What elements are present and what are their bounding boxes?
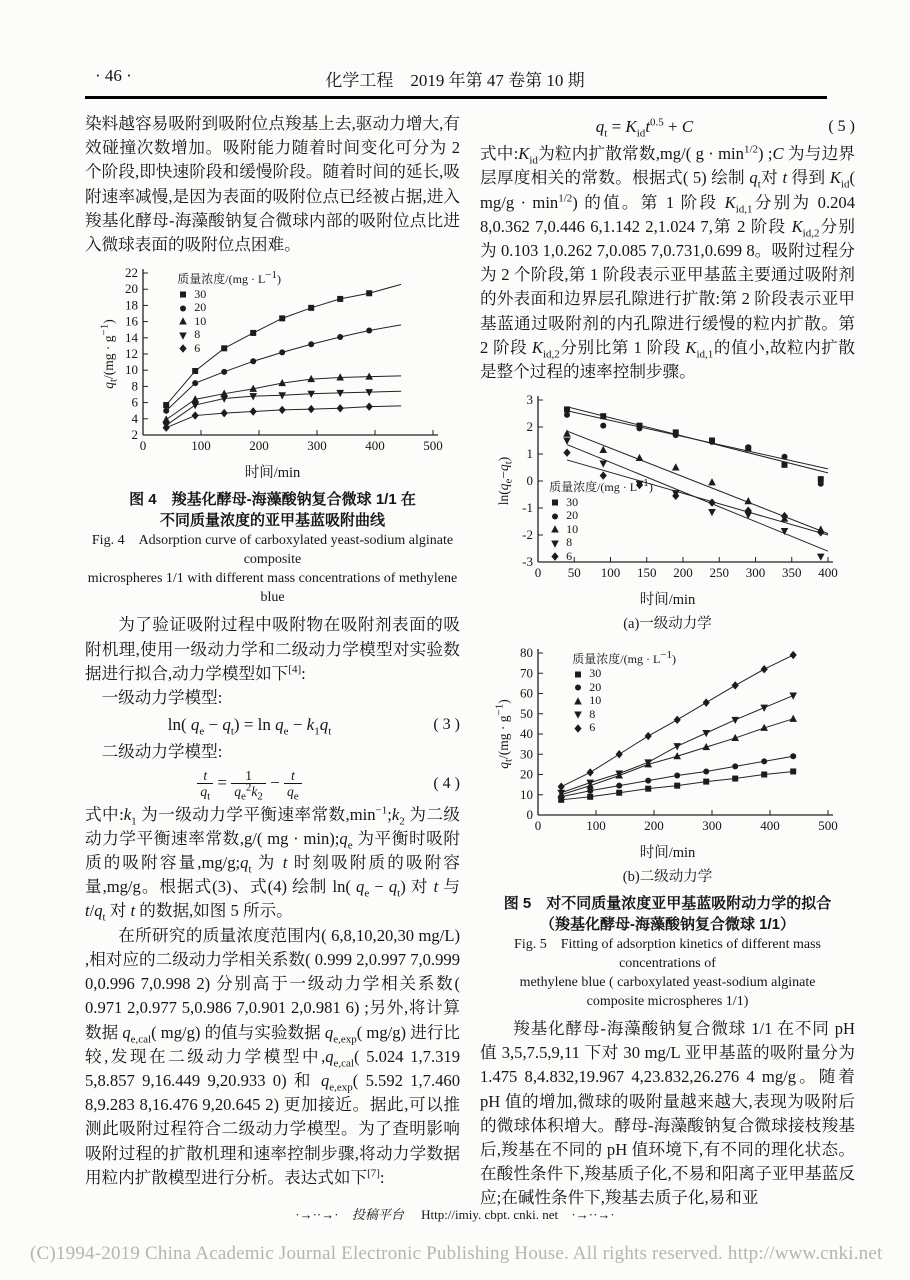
legend-item-label: 8 (194, 327, 201, 342)
figure-5-caption-en-line1: Fig. 5 Fitting of adsorption kinetics of different mass concentrations of (514, 937, 821, 972)
svg-text:350: 350 (781, 565, 801, 581)
svg-text:0: 0 (139, 438, 146, 454)
figure-4-caption-cn-line1: 图 4 羧基化酵母-海藻酸钠复合微球 1/1 在 (129, 491, 416, 509)
svg-text:30: 30 (519, 745, 533, 761)
equation-5-body: $q_t = K_{id}t^{0.5} + C$ (595, 116, 694, 140)
svg-text:300: 300 (701, 817, 722, 833)
svg-text:6: 6 (131, 394, 138, 410)
svg-text:100: 100 (585, 817, 606, 833)
subplot-caption: (a)一级动力学 (623, 616, 712, 633)
diamond-marker-icon (572, 722, 584, 734)
square-marker-icon (572, 668, 584, 680)
legend-item-label: 30 (589, 666, 602, 681)
legend-item-label: 20 (194, 300, 207, 315)
paragraph-adsorption-stages: 染料越容易吸附到吸附位点羧基上去,驱动力增大,有效碰撞次数增加。吸附能力随着时间变化可分为 2 个阶段,即快速阶段和缓慢阶段。随着时间的延长,吸附速率减慢,是因为表面的吸附位点已经被占据,进入羧基化酵母-海藻酸钠复合微球内部的吸附位点比进入微球表面的吸附位点困难。 (85, 114, 460, 255)
svg-text:80: 80 (519, 644, 533, 660)
svg-text:1: 1 (526, 446, 533, 462)
figure-4-caption-cn-line2: 不同质量浓度的亚甲基蓝吸附曲线 (159, 512, 385, 530)
legend-item (177, 315, 281, 329)
legend-title: 质量浓度$/(mg \cdot L^{-1})$ (572, 648, 677, 666)
legend-item-label: 10 (194, 313, 207, 328)
tri-up-marker-icon (177, 315, 189, 327)
svg-text:0: 0 (526, 806, 533, 822)
chart-legend (572, 648, 677, 735)
figure-4-caption (85, 489, 460, 607)
svg-text:400: 400 (817, 565, 838, 581)
x-axis-label: 时间/min (639, 844, 696, 861)
svg-text:500: 500 (422, 438, 443, 454)
y-axis-label: $q_t/(mg \cdot g^{-1})$ (97, 319, 120, 389)
figure-5-caption-en-line2: methylene blue ( carboxylated yeast-sodium alginate (519, 975, 816, 991)
figure-4 (85, 265, 460, 607)
equation-4-body: $\frac{t}{q_t}$ = $\frac{1}{q_e^2k_2}$ − $\frac{t}{q_e}$ (85, 768, 414, 800)
copyright-line: (C)1994-2019 China Academic Journal Electronic Publishing House. All rights reserved. http://www.cnki.net (30, 1243, 883, 1264)
legend-item (572, 667, 676, 681)
svg-text:500: 500 (817, 817, 838, 833)
equation-3-number: ( 3 ) (433, 716, 460, 734)
svg-text:400: 400 (759, 817, 780, 833)
figure-4-caption-en-line1: Fig. 4 Adsorption curve of carboxylated yeast-sodium alginate composite (91, 533, 454, 568)
figure-5a-chart (492, 392, 844, 590)
left-column (85, 112, 460, 1211)
equation-5 (480, 115, 855, 139)
tri-up-marker-icon (572, 695, 584, 707)
svg-text:22: 22 (124, 265, 138, 281)
svg-text:40: 40 (519, 725, 533, 741)
legend-item (177, 342, 281, 356)
svg-text:14: 14 (124, 330, 138, 346)
y-axis-label: $\ln(q_e-q_t)$ (495, 456, 515, 506)
equation-3 (85, 713, 460, 737)
square-marker-icon (177, 288, 189, 300)
svg-text:150: 150 (636, 565, 656, 581)
figure-5a (480, 392, 855, 636)
legend-item (572, 694, 676, 708)
svg-text:20: 20 (124, 281, 138, 297)
svg-text:2: 2 (526, 419, 533, 435)
svg-text:100: 100 (190, 438, 211, 454)
svg-text:300: 300 (745, 565, 765, 581)
legend-item-label: 6 (194, 340, 201, 355)
svg-text:10: 10 (124, 362, 138, 378)
subplot-caption: (b)二级动力学 (622, 868, 713, 885)
svg-text:200: 200 (643, 817, 664, 833)
chart-legend (177, 269, 282, 355)
legend-item (572, 681, 676, 695)
diamond-marker-icon (549, 550, 561, 562)
figure-5b (480, 645, 855, 889)
figure-5b-chart (492, 645, 844, 843)
svg-text:200: 200 (248, 438, 269, 454)
legend-item (177, 328, 281, 342)
equation-5-number: ( 5 ) (828, 118, 855, 135)
svg-text:400: 400 (364, 438, 385, 454)
legend-item (549, 509, 653, 523)
tri-down-marker-icon (572, 708, 584, 720)
svg-text:-2: -2 (521, 527, 533, 543)
legend-title: 质量浓度$/(mg \cdot L^{-1})$ (549, 477, 653, 495)
paragraph-kinetic-models-intro: 为了验证吸附过程中吸附物在吸附剂表面的吸附机理,使用一级动力学和二级动力学模型对实验数据进行拟合,动力学模型如下[4]: (85, 615, 460, 683)
legend-item-label: 8 (589, 706, 596, 721)
first-order-model-label: 一级动力学模型: (101, 688, 223, 708)
tri-down-marker-icon (549, 537, 561, 549)
figure-5-caption-en-line3: composite microspheres 1/1) (586, 994, 749, 1010)
diamond-marker-icon (177, 342, 189, 354)
footer-decor-left: ·→··→· (295, 1207, 339, 1222)
content-columns (85, 112, 855, 1211)
svg-text:-1: -1 (521, 500, 533, 516)
svg-text:2: 2 (131, 427, 138, 443)
svg-text:4: 4 (131, 411, 138, 427)
legend-item-label: 30 (566, 494, 579, 509)
equation-3-body: ln( $q_e - q_t) = \ln q_e - k_1q_t$ (167, 715, 332, 738)
svg-text:100: 100 (600, 565, 620, 581)
legend-item-label: 20 (566, 508, 579, 523)
equation-4-number: ( 4 ) (433, 774, 460, 792)
tri-up-marker-icon (549, 523, 561, 535)
header-divider (85, 96, 827, 99)
x-axis-label: 时间/min (639, 592, 696, 609)
svg-text:0: 0 (526, 473, 533, 489)
svg-text:300: 300 (306, 438, 327, 454)
equation-4 (85, 767, 460, 803)
right-column (480, 112, 855, 1211)
legend-item-label: 20 (589, 679, 602, 694)
svg-text:50: 50 (519, 705, 533, 721)
legend-item (549, 496, 653, 510)
paragraph-intraparticle-diffusion: 式中$:K_{id}$为粒内扩散常数,mg/( $g \cdot \min^{1/2}$) ;C 为与边界层厚度相关的常数。根据式( 5) 绘制 $q_t$对 t 得到 $K_{id}$( $mg/g \cdot \min^{1/2}$) 的值。第 1 阶段 $K_{id,1}$分别为 0.204 8,0.362 7,0.446 6,1.142 2,1.024 7,第 2 阶段 $K_{id,2}$分别为 0.103 1,0.262 7,0.085 7,0.731,0.699 8。吸附过程分为 2 个阶段,第 1 阶段表示亚甲基蓝主要通过吸附剂的外表面和边界层孔隙进行扩散:第 2 阶段表示亚甲基蓝通过吸附剂的内孔隙进行缓慢的粒内扩散。第 2 阶段 $K_{id,2}$分别比第 1 阶段 $K_{id,1}$的值小,故粒内扩散是整个过程的速率控制步骤。 (480, 143, 856, 382)
paragraph-model-symbols: 式中$:k_1$ 为一级动力学平衡速率常数$,\min^{-1};k_2$ 为二级动力学平衡速率常数,g/( mg · $\min);q_e$ 为平衡时吸附质的吸附容量$,mg/g;q_t$ 为 t 时刻吸附质的吸附容量,mg/g。根据式(3)、式(4) 绘制 ln( $q_e - q_t$) 对 t 与 $t/q_t$ 对 t 的数据,如图 5 所示。 (85, 804, 461, 924)
legend-item (177, 301, 281, 315)
svg-text:12: 12 (124, 346, 138, 362)
svg-text:70: 70 (519, 664, 533, 680)
legend-item (572, 708, 676, 722)
tri-down-marker-icon (177, 329, 189, 341)
circle-marker-icon (177, 302, 189, 314)
svg-text:250: 250 (709, 565, 729, 581)
svg-text:3: 3 (526, 392, 533, 408)
submission-platform-line (0, 1204, 910, 1223)
second-order-model-label: 二级动力学模型: (101, 742, 223, 762)
figure-5-caption (480, 893, 855, 1011)
legend-item-label: 8 (566, 535, 573, 550)
x-axis-label: 时间/min (244, 465, 301, 482)
paragraph-correlation-results: 在所研究的质量浓度范围内( 6,8,10,20,30 mg/L) ,相对应的二级动力学相关系数( 0.999 2,0.997 7,0.999 0,0.996 7,0.998 2) 分别高于一级动力学相关系数( 0.971 2,0.977 5,0.986 7,0.901 2,0.981 6) ;另外,将计算数据 $q_{e,cal}$( mg/g) 的值与实验数据 $q_{e,exp}$( mg/g) 进行比较,发现在二级动力学模型中$,q_{e,cal}$( 5.024 1,7.319 5,8.857 9,16.449 9,20.933 0) 和 $q_{e,exp}$( 5.592 1,7.460 8,9.283 8,16.476 9,20.645 2) 更加接近。据此,可以推测此吸附过程符合二级动力学模型。为了查明影响吸附过程的扩散机理和速率控制步骤,将动力学数据用粒内扩散模型进行分析。表达式如下[7]: (85, 925, 460, 1187)
svg-text:200: 200 (672, 565, 693, 581)
y-axis-label: $q_t/(mg \cdot g^{-1})$ (492, 698, 515, 769)
legend-item-label: 6 (566, 548, 573, 563)
svg-text:0: 0 (534, 565, 541, 581)
square-marker-icon (549, 496, 561, 508)
legend-title: 质量浓度$/(mg \cdot L^{-1})$ (177, 269, 282, 287)
svg-text:60: 60 (519, 685, 533, 701)
paragraph-ph-effect: 羧基化酵母-海藻酸钠复合微球 1/1 在不同 pH 值 3,5,7.5,9,11 下对 30 mg/L 亚甲基蓝的吸附量分为 1.475 8,4.832,19.967 4,23.832,26.276 4 mg/g。随着 pH 值的增加,微球的吸附量越来越大,表现为吸附后的微球体积增大。酵母-海藻酸钠复合微球接枝羧基后,羧基在不同的 pH 值环境下,有不同的理化状态。在酸性条件下,羧基质子化,不易和阳离子亚甲基蓝反应;在碱性条件下,羧基去质子化,易和亚 (480, 1019, 855, 1208)
svg-text:16: 16 (124, 313, 138, 329)
figure-5-caption-cn-line2: （羧基化酵母-海藻酸钠复合微球 1/1） (539, 916, 796, 934)
figure-4-caption-en-line2: microspheres 1/1 with different mass concentrations of methylene blue (87, 571, 458, 606)
page-number: · 46 · (95, 66, 132, 85)
legend-item-label: 10 (566, 521, 579, 536)
legend-item-label: 30 (194, 286, 207, 301)
circle-marker-icon (549, 510, 561, 522)
legend-item (549, 523, 653, 537)
figure-5-caption-cn-line1: 图 5 对不同质量浓度亚甲基蓝吸附动力学的拟合 (503, 895, 832, 913)
chart-legend (549, 477, 653, 563)
legend-item (177, 288, 281, 302)
svg-text:50: 50 (567, 565, 581, 581)
svg-text:10: 10 (519, 786, 533, 802)
figure-5a-chart-svg (492, 392, 844, 590)
journal-header: 化学工程 2019 年第 47 卷第 10 期 (325, 71, 585, 90)
circle-marker-icon (572, 681, 584, 693)
legend-item (549, 536, 653, 550)
platform-label: 投稿平台 (351, 1207, 404, 1222)
legend-item (572, 721, 676, 735)
figure-4-chart (97, 265, 449, 463)
svg-text:-3: -3 (521, 554, 533, 570)
legend-item-label: 10 (589, 693, 602, 708)
svg-text:18: 18 (124, 297, 138, 313)
legend-item-label: 6 (589, 720, 596, 735)
platform-url: Http://imiy. cbpt. cnki. net (421, 1207, 559, 1222)
svg-text:8: 8 (131, 378, 138, 394)
svg-text:0: 0 (534, 817, 541, 833)
svg-text:20: 20 (519, 766, 533, 782)
legend-item (549, 550, 653, 564)
footer-decor-right: ·→··→· (571, 1207, 615, 1222)
